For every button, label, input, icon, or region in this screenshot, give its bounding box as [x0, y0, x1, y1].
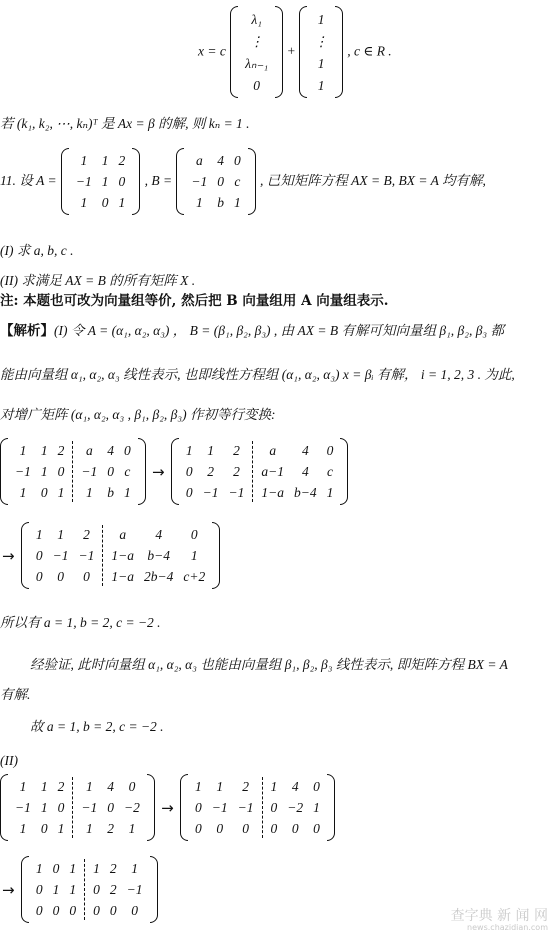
matrix-entry: 1 — [326, 485, 334, 500]
augmented-matrix-2 — [171, 438, 349, 505]
vector-lambda-entry: λ₁ — [251, 11, 262, 27]
verify-line-1: 经验证, 此时向量组 α₁, α₂, α₃ 也能由向量组 β₁, β₂, β₃ 线性表示, 即矩阵方程 BX = A — [30, 657, 508, 672]
matrix-entry: 0 — [107, 800, 114, 815]
matrix-entry: 2 — [109, 882, 117, 897]
matrix-entry: −2 — [287, 800, 304, 815]
matrix-entry: 0 — [118, 174, 126, 189]
matrix-entry: 1 — [80, 153, 88, 168]
matrix-entry: a — [195, 153, 203, 168]
augmented-matrix-5 — [180, 774, 335, 841]
matrix-entry: b — [107, 485, 114, 500]
matrix-entry: −1 — [78, 548, 95, 563]
matrix-entry: 0 — [109, 903, 117, 918]
matrix-entry: 0 — [57, 569, 64, 584]
matrix-entry: −1 — [228, 485, 245, 500]
matrix-entry: 4 — [107, 443, 114, 458]
matrix-entry: 2 — [109, 861, 117, 876]
solution-label: 【解析】 — [0, 323, 54, 339]
result-2: 故 a = 1, b = 2, c = −2 . — [30, 719, 164, 734]
matrix-entry: 1 — [35, 861, 43, 876]
matrix-entry: 1 — [57, 485, 65, 500]
vector-lambda-entry: 0 — [253, 77, 261, 93]
matrix-entry: −1 — [15, 464, 31, 479]
matrix-entry: −1 — [202, 485, 219, 500]
matrix-entry: b−4 — [294, 485, 317, 500]
matrix-entry: 1 — [85, 821, 93, 836]
matrix-entry: 4 — [107, 779, 114, 794]
matrix-entry: −1 — [191, 174, 208, 189]
matrix-entry: 0 — [52, 903, 60, 918]
matrix-entry: 0 — [57, 464, 65, 479]
watermark-logo — [451, 909, 548, 932]
solution-line-2: 能由向量组 α₁, α₂, α₃ 线性表示, 也即线性方程组 (α₁, α₂, α₃) x = βᵢ 有解， i = 1, 2, 3 . 为此, — [0, 367, 515, 382]
matrix-entry: a−1 — [261, 464, 285, 479]
augmented-matrix-3 — [21, 522, 220, 589]
matrix-row-4 — [0, 856, 158, 923]
matrix-entry: 1 — [19, 485, 27, 500]
arrow-2: → — [2, 546, 15, 565]
matrix-entry: 2 — [118, 153, 126, 168]
matrix-entry: 1 — [195, 195, 203, 210]
matrix-entry: 0 — [101, 195, 109, 210]
augment-divider — [262, 777, 263, 838]
matrix-entry: 0 — [93, 882, 100, 897]
matrix-entry: b−4 — [147, 548, 170, 563]
matrix-entry: 0 — [291, 821, 299, 836]
matrix-entry: c+2 — [183, 569, 206, 584]
matrix-entry: 1 — [216, 779, 224, 794]
matrix-entry: 1 — [69, 861, 77, 876]
matrix-entry: 1 — [40, 464, 48, 479]
matrix-entry: 0 — [69, 903, 77, 918]
matrix-entry: −1 — [75, 174, 92, 189]
matrix-entry: 4 — [217, 153, 224, 168]
matrix-entry: 0 — [52, 861, 60, 876]
matrix-entry: a — [269, 443, 277, 458]
matrix-entry: 1 — [124, 485, 131, 500]
matrix-entry: 0 — [93, 903, 100, 918]
result-1: 所以有 a = 1, b = 2, c = −2 . — [0, 615, 161, 630]
matrix-entry: 0 — [83, 569, 90, 584]
matrix-entry: −1 — [126, 882, 143, 897]
matrix-entry: 1 — [40, 779, 48, 794]
matrix-entry: 0 — [57, 800, 65, 815]
part-1: (I) 求 a, b, c . — [0, 243, 74, 258]
note: 注: 本题也可改为向量组等价, 然后把 B 向量组用 A 向量组表示. — [0, 293, 389, 309]
augment-divider — [252, 441, 253, 502]
vector-ones-entry: 1 — [317, 77, 325, 93]
matrix-entry: 2 — [233, 464, 240, 479]
matrix-entry: 1 — [85, 485, 93, 500]
matrix-entry: 0 — [190, 527, 198, 542]
matrix-entry: 1 — [57, 821, 65, 836]
matrix-entry: 1 — [313, 800, 320, 815]
matrix-entry: −1 — [211, 800, 228, 815]
matrix-entry: 2 — [233, 443, 240, 458]
matrix-entry: 0 — [216, 821, 224, 836]
matrix-entry: 1 — [80, 195, 88, 210]
solution-line-1 — [0, 322, 504, 340]
matrix-entry: 1 — [128, 821, 136, 836]
augment-divider — [102, 525, 103, 586]
matrix-entry: 0 — [326, 443, 334, 458]
matrix-entry: b — [217, 195, 224, 210]
matrix-entry: a — [85, 443, 93, 458]
matrix-entry: 1 — [52, 882, 60, 897]
matrix-entry: 1 — [40, 800, 48, 815]
matrix-entry: 1 — [19, 779, 27, 794]
arrow-4: → — [2, 880, 15, 899]
matrix-row-3 — [0, 774, 335, 841]
q11-suffix: , 已知矩阵方程 AX = B, BX = A 均有解, — [260, 173, 486, 188]
matrix-entry: 0 — [313, 779, 320, 794]
matrix-entry: c — [124, 464, 131, 479]
line-if: 若 (k₁, k₂, ⋯, kₙ)ᵀ 是 Ax = β 的解, 则 kₙ = 1 . — [0, 116, 250, 131]
matrix-entry: 0 — [217, 174, 224, 189]
matrix-entry: 1 — [19, 821, 27, 836]
arrow-3: → — [161, 798, 174, 817]
matrix-row-1 — [0, 438, 348, 505]
matrix-entry: 2 — [57, 779, 65, 794]
matrix-entry: 0 — [107, 464, 114, 479]
top-expression — [198, 6, 392, 98]
matrix-entry: 1 — [131, 861, 138, 876]
matrix-entry: 0 — [128, 779, 136, 794]
matrix-B — [176, 148, 255, 215]
matrix-entry: 1 — [40, 443, 48, 458]
matrix-entry: −1 — [81, 800, 98, 815]
verify-line-2: 有解. — [0, 687, 31, 702]
part-2-label: (II) — [0, 753, 18, 768]
matrix-entry: 0 — [185, 485, 193, 500]
matrix-entry: 4 — [301, 464, 309, 479]
matrix-entry: 1 — [35, 527, 43, 542]
q11-prefix: 11. 设 A = — [0, 173, 57, 188]
matrix-entry: a — [119, 527, 127, 542]
matrix-entry: 2 — [242, 779, 249, 794]
augment-divider — [72, 777, 73, 838]
watermark-main: 查字典 新 闻 网 — [450, 908, 548, 924]
matrix-entry: 1 — [101, 174, 109, 189]
matrix-entry: 1 — [57, 527, 64, 542]
matrix-entry: 1−a — [111, 548, 134, 563]
matrix-entry: 0 — [35, 882, 43, 897]
matrix-entry: 1 — [93, 861, 100, 876]
matrix-entry: 1 — [85, 779, 93, 794]
matrix-entry: 1 — [195, 779, 202, 794]
matrix-entry: 0 — [124, 443, 131, 458]
matrix-entry: 0 — [270, 821, 278, 836]
matrix-entry: 0 — [195, 800, 202, 815]
matrix-entry: 0 — [270, 800, 278, 815]
matrix-entry: 1 — [19, 443, 27, 458]
watermark-sub: news.chazidian.com — [467, 923, 548, 932]
augment-divider — [84, 859, 85, 920]
augmented-matrix-1 — [0, 438, 146, 505]
plus-sign: + — [287, 43, 296, 59]
augmented-matrix-4 — [0, 774, 155, 841]
vector-ones-entry: 1 — [317, 55, 325, 71]
matrix-entry: −1 — [81, 464, 98, 479]
vector-lambda-entry: λₙ₋₁ — [245, 55, 269, 71]
matrix-entry: 1 — [270, 779, 278, 794]
matrix-entry: 4 — [291, 779, 299, 794]
matrix-entry: c — [327, 464, 334, 479]
matrix-entry: 4 — [155, 527, 163, 542]
matrix-entry: −2 — [124, 800, 140, 815]
matrix-entry: 4 — [301, 443, 309, 458]
matrix-entry: 2 — [83, 527, 90, 542]
matrix-entry: c — [234, 174, 241, 189]
matrix-entry: 1 — [207, 443, 214, 458]
matrix-entry: 0 — [185, 464, 193, 479]
matrix-entry: 2b−4 — [144, 569, 174, 584]
top-tail: , c ∈ R . — [347, 43, 392, 59]
vector-ones-entry: 1 — [317, 11, 325, 27]
vector-lambda-entry: ⋮ — [249, 33, 264, 49]
q11-mid: , B = — [144, 173, 173, 188]
solution-text-1: (I) 令 A = (α₁, α₂, α₃) ， B = (β₁, β₂, β₃) , 由 AX = B 有解可知向量组 β₁, β₂, β₃ 都 — [54, 323, 505, 338]
matrix-entry: 0 — [234, 153, 241, 168]
question-11 — [0, 148, 486, 215]
matrix-entry: −1 — [52, 548, 69, 563]
solution-line-3: 对增广矩阵 (α₁, α₂, α₃ , β₁, β₂, β₃) 作初等行变换: — [0, 407, 276, 422]
matrix-entry: 1−a — [111, 569, 134, 584]
matrix-entry: 0 — [35, 569, 43, 584]
matrix-entry: 0 — [131, 903, 138, 918]
matrix-entry: 2 — [57, 443, 65, 458]
matrix-entry: 0 — [35, 548, 43, 563]
top-lhs: x = c — [198, 43, 226, 59]
matrix-entry: 0 — [242, 821, 249, 836]
matrix-entry: 1 — [190, 548, 198, 563]
vector-ones-entry: ⋮ — [314, 33, 328, 49]
vector-ones — [299, 6, 343, 98]
matrix-entry: −1 — [15, 800, 31, 815]
part-2: (II) 求满足 AX = B 的所有矩阵 X . — [0, 273, 196, 288]
matrix-row-2 — [0, 522, 220, 589]
matrix-entry: 2 — [207, 464, 214, 479]
matrix-entry: 0 — [40, 821, 48, 836]
matrix-entry: 1 — [118, 195, 126, 210]
matrix-entry: 1 — [101, 153, 109, 168]
matrix-entry: 2 — [107, 821, 114, 836]
matrix-entry: 0 — [35, 903, 43, 918]
matrix-entry: 0 — [195, 821, 202, 836]
augment-divider — [72, 441, 73, 502]
vector-lambda — [230, 6, 283, 98]
matrix-entry: −1 — [237, 800, 254, 815]
matrix-entry: 1 — [185, 443, 193, 458]
matrix-entry: 0 — [40, 485, 48, 500]
arrow-1: → — [152, 462, 165, 481]
matrix-A — [61, 148, 140, 215]
augmented-matrix-6 — [21, 856, 158, 923]
matrix-entry: 1 — [234, 195, 241, 210]
matrix-entry: 1 — [69, 882, 77, 897]
matrix-entry: 1−a — [261, 485, 285, 500]
matrix-entry: 0 — [313, 821, 320, 836]
